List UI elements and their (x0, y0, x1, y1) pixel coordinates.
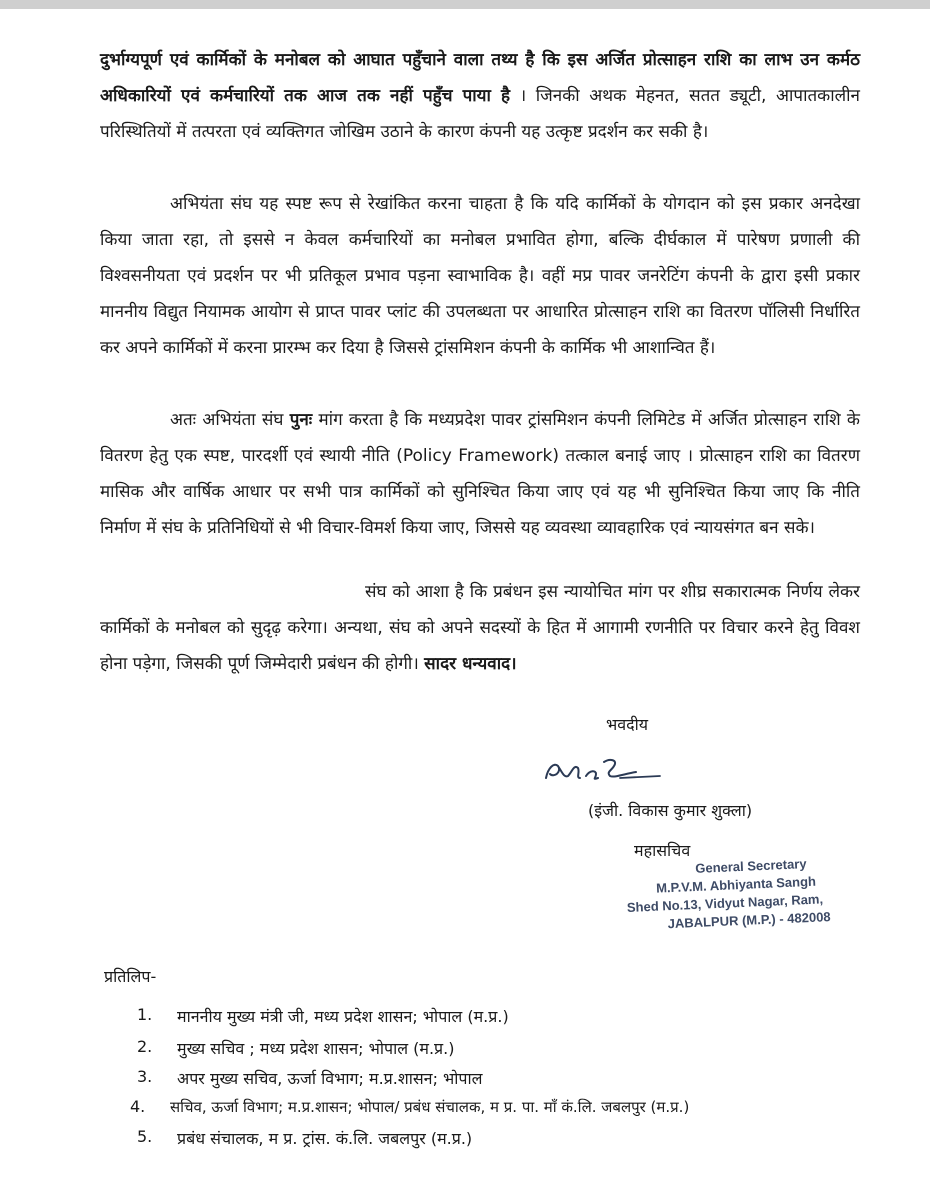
paragraph-1 (100, 42, 860, 150)
stamp-line-4: JABALPUR (M.P.) - 482008 (667, 909, 831, 932)
signature (540, 748, 670, 796)
official-stamp (625, 852, 878, 935)
closing-salutation: भवदीय (606, 715, 649, 734)
copy-to-text: प्रबंध संचालक, म प्र. ट्रांस. कं.लि. जबलपुर (म.प्र.) (177, 1129, 473, 1148)
paragraph-3-bold: पुनः (289, 410, 313, 430)
copy-to-text: माननीय मुख्य मंत्री जी, मध्य प्रदेश शासन; भोपाल (म.प्र.) (177, 1007, 509, 1026)
signatory-name: (इंजी. विकास कुमार शुक्ला) (588, 801, 753, 820)
handwritten-signature-icon (540, 748, 670, 792)
paragraph-1-bold: दुर्भाग्यपूर्ण एवं कार्मिकों के मनोबल को आघात पहुँचाने वाला तथ्य है कि इस अर्जित प्रोत्साहन राशि का लाभ उन कर्मठ अधिकारियों एवं कर्मचारियों तक आज तक नहीं पहुँच पाया है (100, 50, 860, 106)
copy-to-number: 4. (130, 1097, 146, 1116)
stamp-line-3: Shed No.13, Vidyut Nagar, Ram, (626, 891, 824, 915)
paragraph-1-text: । जिनकी अथक मेहनत, सतत ड्यूटी, आपातकालीन परिस्थितियों में तत्परता एवं व्यक्तिगत जोखिम उठाने के कारण कंपनी यह उत्कृष्ट प्रदर्शन कर सकी है। (100, 86, 860, 142)
stamp-line-2: M.P.V.M. Abhiyanta Sangh (655, 873, 817, 896)
copy-to-text: सचिव, ऊर्जा विभाग; म.प्र.शासन; भोपाल/ प्रबंध संचालक, म प्र. पा. माँ कं.लि. जबलपुर (म.प्र.) (170, 1098, 690, 1116)
signatory-designation: महासचिव (634, 841, 691, 860)
paragraph-4 (100, 574, 860, 682)
copy-to-number: 5. (137, 1127, 153, 1146)
paragraph-4-bold: सादर धन्यवाद। (424, 654, 517, 674)
paragraph-3 (100, 402, 860, 546)
stamp-line-1: General Secretary (694, 856, 807, 876)
copy-to-text: मुख्य सचिव ; मध्य प्रदेश शासन; भोपाल (म.प्र.) (177, 1039, 455, 1058)
copy-to-number: 3. (137, 1067, 153, 1086)
copy-to-number: 1. (137, 1005, 153, 1024)
paragraph-3-text-b: मांग करता है कि मध्यप्रदेश पावर ट्रांसमिशन कंपनी लिमिटेड में अर्जित प्रोत्साहन राशि के वितरण हेतु एक स्पष्ट, पारदर्शी एवं स्थायी नीति (Policy Framework) तत्काल बनाई जाए । प्रोत्साहन राशि का वितरण मासिक और वार्षिक आधार पर सभी पात्र कार्मिकों को सुनिश्चित किया जाए एवं यह भी सुनिश्चित किया जाए कि नीति निर्माण में संघ के प्रतिनिधियों से भी विचार-विमर्श किया जाए, जिससे यह व्यवस्था व्यावहारिक एवं न्यायसंगत बन सके। (100, 410, 860, 538)
copy-to-text: अपर मुख्य सचिव, ऊर्जा विभाग; म.प्र.शासन; भोपाल (177, 1069, 483, 1088)
copy-to-heading: प्रतिलिप- (104, 967, 157, 986)
paragraph-4-text: संघ को आशा है कि प्रबंधन इस न्यायोचित मांग पर शीघ्र सकारात्मक निर्णय लेकर कार्मिकों के मनोबल को सुदृढ़ करेगा। अन्यथा, संघ को अपने सदस्यों के हित में आगामी रणनीति पर विचार करने हेतु विवश होना पड़ेगा, जिसकी पूर्ण जिम्मेदारी प्रबंधन की होगी। (100, 582, 860, 674)
paragraph-2-text: अभियंता संघ यह स्पष्ट रूप से रेखांकित करना चाहता है कि यदि कार्मिकों के योगदान को इस प्रकार अनदेखा किया जाता रहा, तो इससे न केवल कर्मचारियों का मनोबल प्रभावित होगा, बल्कि दीर्घकाल में पारेषण प्रणाली की विश्वसनीयता एवं प्रदर्शन पर भी प्रतिकूल प्रभाव पड़ना स्वाभाविक है। वहीं मप्र पावर जनरेटिंग कंपनी के द्वारा इसी प्रकार माननीय विद्युत नियामक आयोग से प्राप्त पावर प्लांट की उपलब्धता पर आधारित प्रोत्साहन राशि का वितरण पॉलिसी निर्धारित कर अपने कार्मिकों में करना प्रारम्भ कर दिया है जिससे ट्रांसमिशन कंपनी के कार्मिक भी आशान्वित हैं। (100, 194, 860, 358)
paragraph-3-text-a: अतः अभियंता संघ (170, 410, 290, 430)
paragraph-2 (100, 186, 860, 366)
copy-to-number: 2. (137, 1037, 153, 1056)
